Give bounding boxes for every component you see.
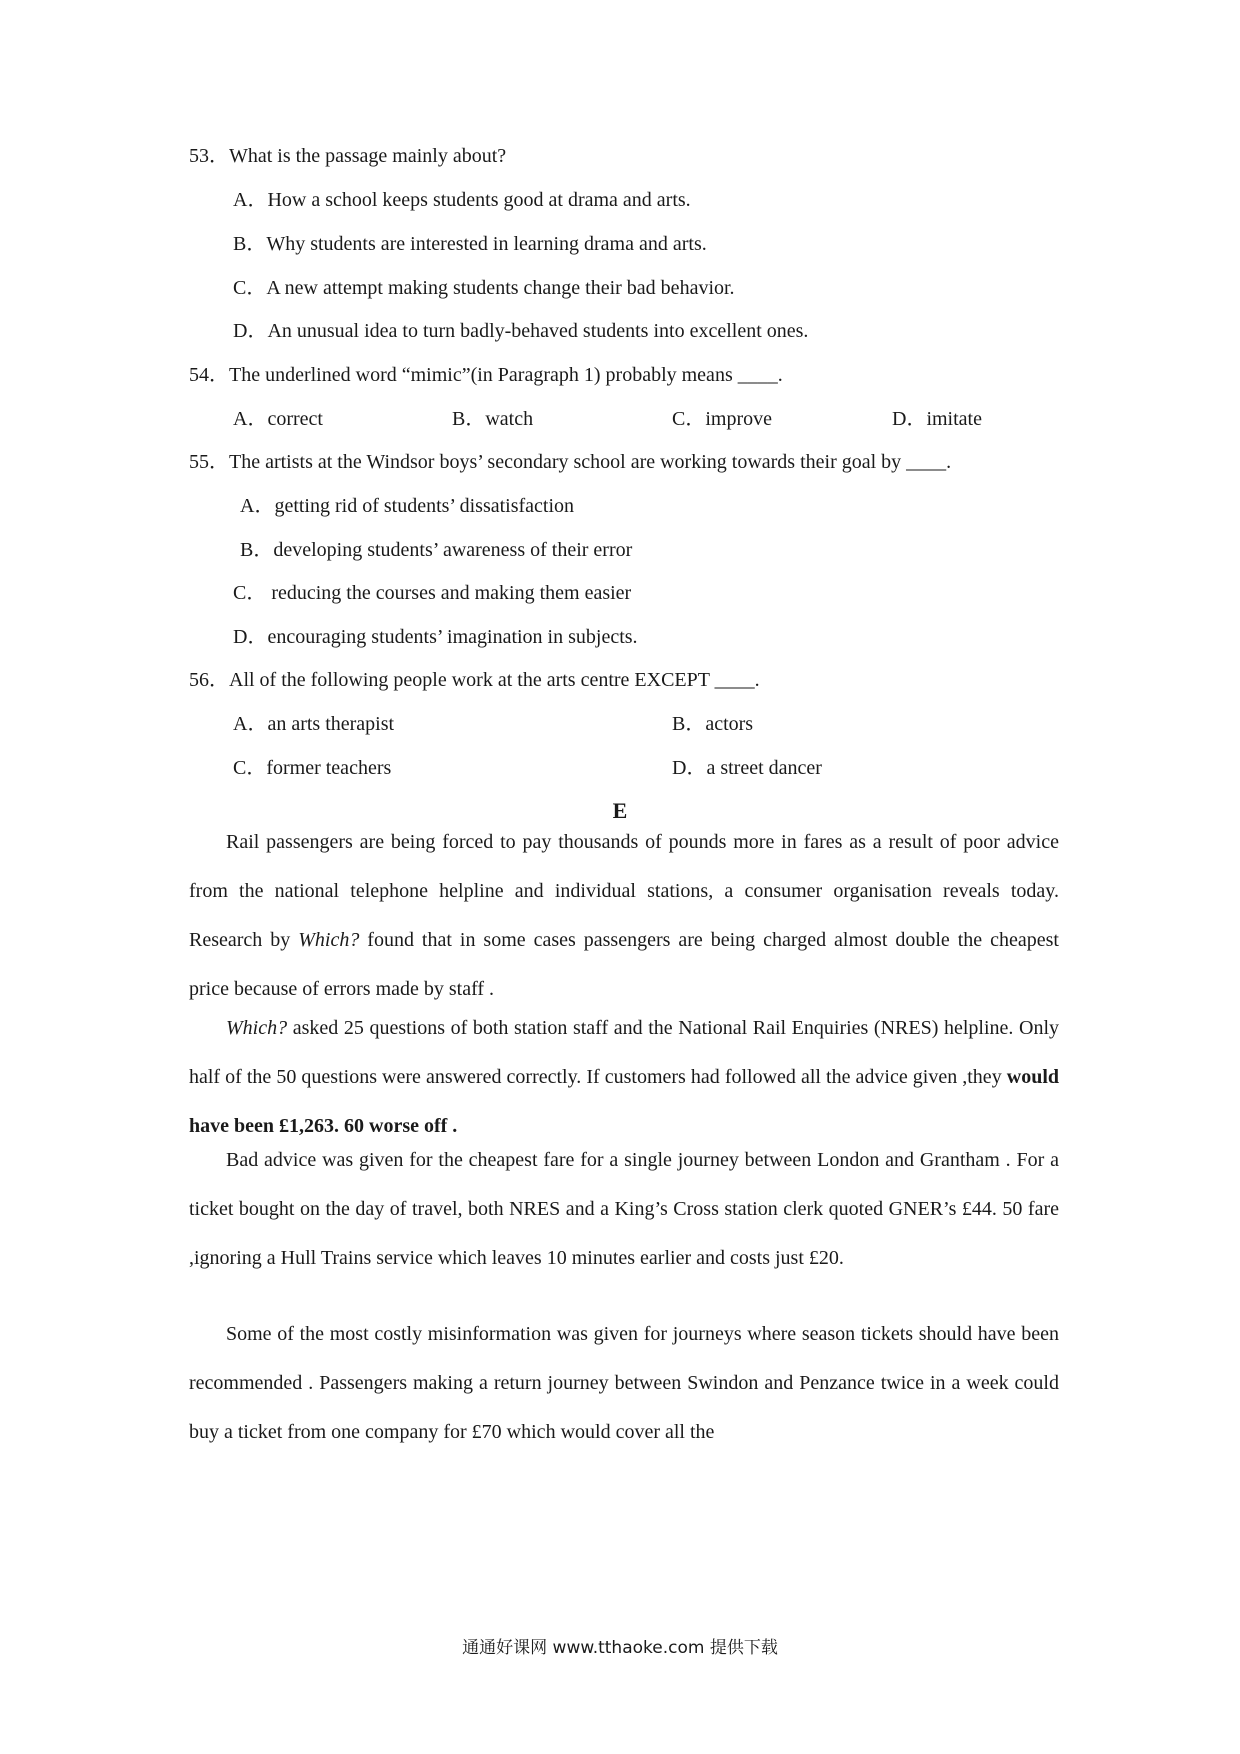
question-54-option-a: A．correct (233, 408, 323, 430)
passage-paragraph-3: Bad advice was given for the cheapest fare for a single journey between London and Grantham . For a ticket bought on the day of travel, both NRES and a King’s Cross station clerk quoted GNER’s £44. 50 fare ,ignoring a Hull Trains service which leaves 10 minutes earlier and costs just £20. (189, 1149, 1059, 1269)
magazine-title: Which? (226, 1017, 288, 1039)
question-54-option-c: C．improve (672, 408, 772, 430)
highlighted-amount: would have been £1,263. 60 worse off . (189, 1066, 1059, 1137)
question-56-option-d: D．a street dancer (672, 757, 822, 779)
page-footer: 通通好课网 www.tthaoke.com 提供下载 (462, 1638, 778, 1658)
question-55-stem: 55．The artists at the Windsor boys’ secondary school are working towards their goal by ____. (189, 451, 952, 473)
section-heading: E (612, 798, 628, 823)
magazine-title: Which? (298, 929, 360, 951)
question-55-option-d: D．encouraging students’ imagination in subjects. (233, 626, 638, 648)
question-56-option-b: B．actors (672, 713, 754, 735)
question-54-option-d: D．imitate (892, 408, 982, 430)
passage-paragraph-4: Some of the most costly misinformation was given for journeys where season tickets should have been recommended . Passengers making a return journey between Swindon and Penzance twice in a week could buy a ticket from one company for £70 which would cover all the (189, 1323, 1059, 1443)
question-54-stem: 54．The underlined word “mimic”(in Paragraph 1) probably means ____. (189, 364, 783, 386)
passage-paragraph-1: Rail passengers are being forced to pay thousands of pounds more in fares as a result of poor advice from the national telephone helpline and individual stations, a consumer organisation reveals today. Research by Which? found that in some cases passengers are being charged almost double the cheapest price because of errors made by staff . (189, 831, 1059, 1000)
question-53-option-c: C．A new attempt making students change their bad behavior. (233, 277, 735, 299)
question-55-option-b: B．developing students’ awareness of their error (240, 539, 633, 561)
question-53-option-b: B．Why students are interested in learning drama and arts. (233, 233, 707, 255)
question-55-option-c: C． reducing the courses and making them easier (233, 582, 632, 604)
question-53-stem: 53．What is the passage mainly about? (189, 145, 507, 167)
question-56-stem: 56．All of the following people work at the arts centre EXCEPT ____. (189, 669, 760, 691)
question-55-option-a: A．getting rid of students’ dissatisfaction (240, 495, 575, 517)
question-56-option-c: C．former teachers (233, 757, 392, 779)
passage-paragraph-2: Which? asked 25 questions of both station staff and the National Rail Enquiries (NRES) helpline. Only half of the 50 questions were answered correctly. If customers had followed all the advice given ,they would have been £1,263. 60 worse off . (189, 1017, 1059, 1137)
question-54-option-b: B．watch (452, 408, 534, 430)
question-53-option-a: A．How a school keeps students good at drama and arts. (233, 189, 691, 211)
question-53-option-d: D．An unusual idea to turn badly-behaved students into excellent ones. (233, 320, 809, 342)
question-56-option-a: A．an arts therapist (233, 713, 395, 735)
